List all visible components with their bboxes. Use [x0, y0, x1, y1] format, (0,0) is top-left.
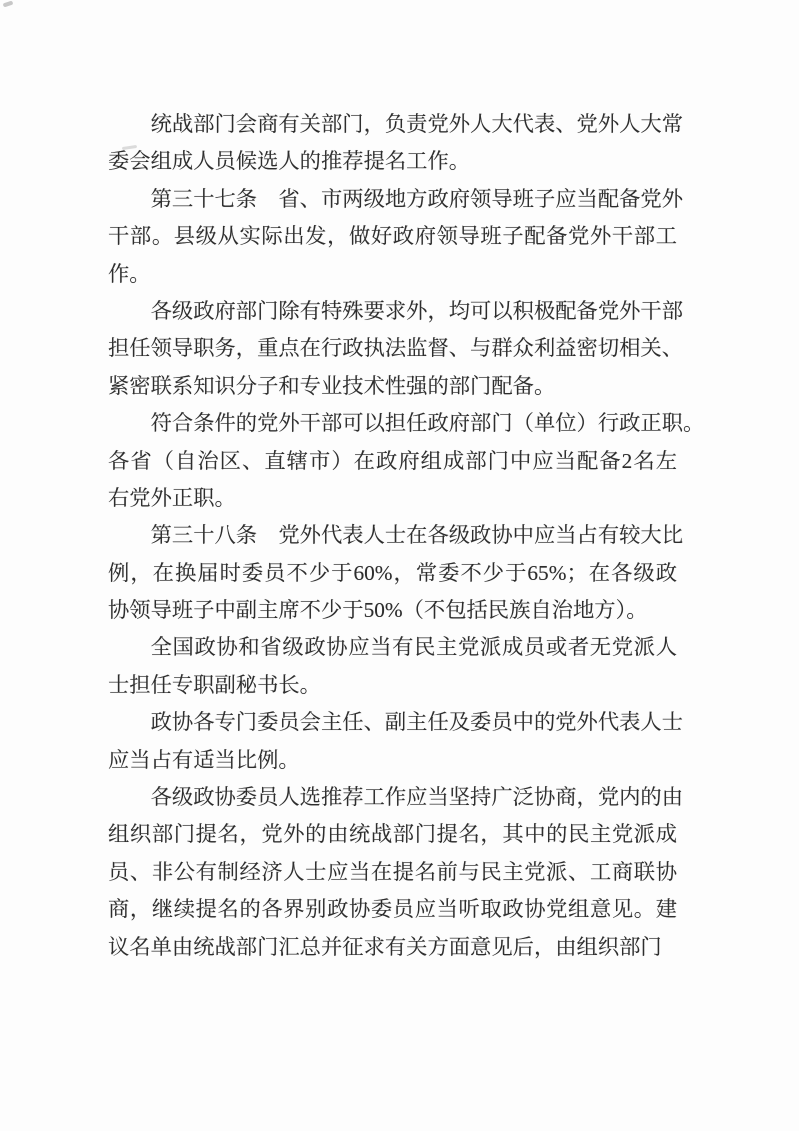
paragraph	[108, 517, 684, 629]
text-line: 符合条件的党外干部可以担任政府部门（单位）行政正职。	[150, 411, 705, 436]
text-line: 应当占有适当比例。	[108, 747, 300, 772]
text-line: 政协各专门委员会主任、副主任及委员中的党外代表人士	[150, 710, 684, 735]
paragraph	[108, 629, 677, 704]
text-line: 第三十七条 省、市两级地方政府领导班子应当配备党外	[150, 186, 684, 211]
paragraph	[108, 106, 684, 181]
paragraph	[108, 779, 684, 966]
text-line: 议名单由统战部门汇总并征求有关方面意见后，由组织部门	[108, 934, 662, 959]
text-line: 商，继续提名的各界别政协委员应当听取政协党组意见。建	[108, 897, 677, 922]
text-line: 作。	[108, 261, 151, 286]
paragraph	[108, 181, 684, 293]
text-line: 第三十八条 党外代表人士在各级政协中应当占有较大比	[150, 523, 684, 548]
scan-artifact	[3, 1, 14, 8]
text-line: 右党外正职。	[108, 485, 236, 510]
text-line: 各省（自治区、直辖市）在政府组成部门中应当配备2名左	[108, 448, 677, 473]
text-line: 员、非公有制经济人士应当在提名前与民主党派、工商联协	[108, 859, 677, 884]
text-line: 各级政府部门除有特殊要求外，均可以积极配备党外干部	[150, 298, 684, 323]
text-line: 紧密联系知识分子和专业技术性强的部门配备。	[108, 373, 556, 398]
text-line: 全国政协和省级政协应当有民主党派成员或者无党派人	[150, 635, 677, 660]
text-block	[108, 106, 705, 966]
paragraph	[108, 293, 684, 405]
paragraph	[108, 405, 705, 517]
text-line: 士担任专职副秘书长。	[108, 672, 321, 697]
text-line: 协领导班子中副主席不少于50%（不包括民族自治地方）。	[108, 598, 648, 623]
text-line: 干部。县级从实际出发，做好政府领导班子配备党外干部工	[108, 224, 677, 249]
text-line: 委会组成人员候选人的推荐提名工作。	[108, 149, 471, 174]
text-line: 担任领导职务，重点在行政执法监督、与群众利益密切相关、	[108, 336, 684, 361]
text-line: 各级政协委员人选推荐工作应当坚持广泛协商，党内的由	[150, 785, 684, 810]
text-line: 例，在换届时委员不少于60%，常委不少于65%；在各级政	[108, 560, 677, 585]
paragraph	[108, 704, 684, 779]
text-line: 组织部门提名，党外的由统战部门提名，其中的民主党派成	[108, 822, 677, 847]
text-line: 统战部门会商有关部门，负责党外人大代表、党外人大常	[150, 112, 684, 136]
